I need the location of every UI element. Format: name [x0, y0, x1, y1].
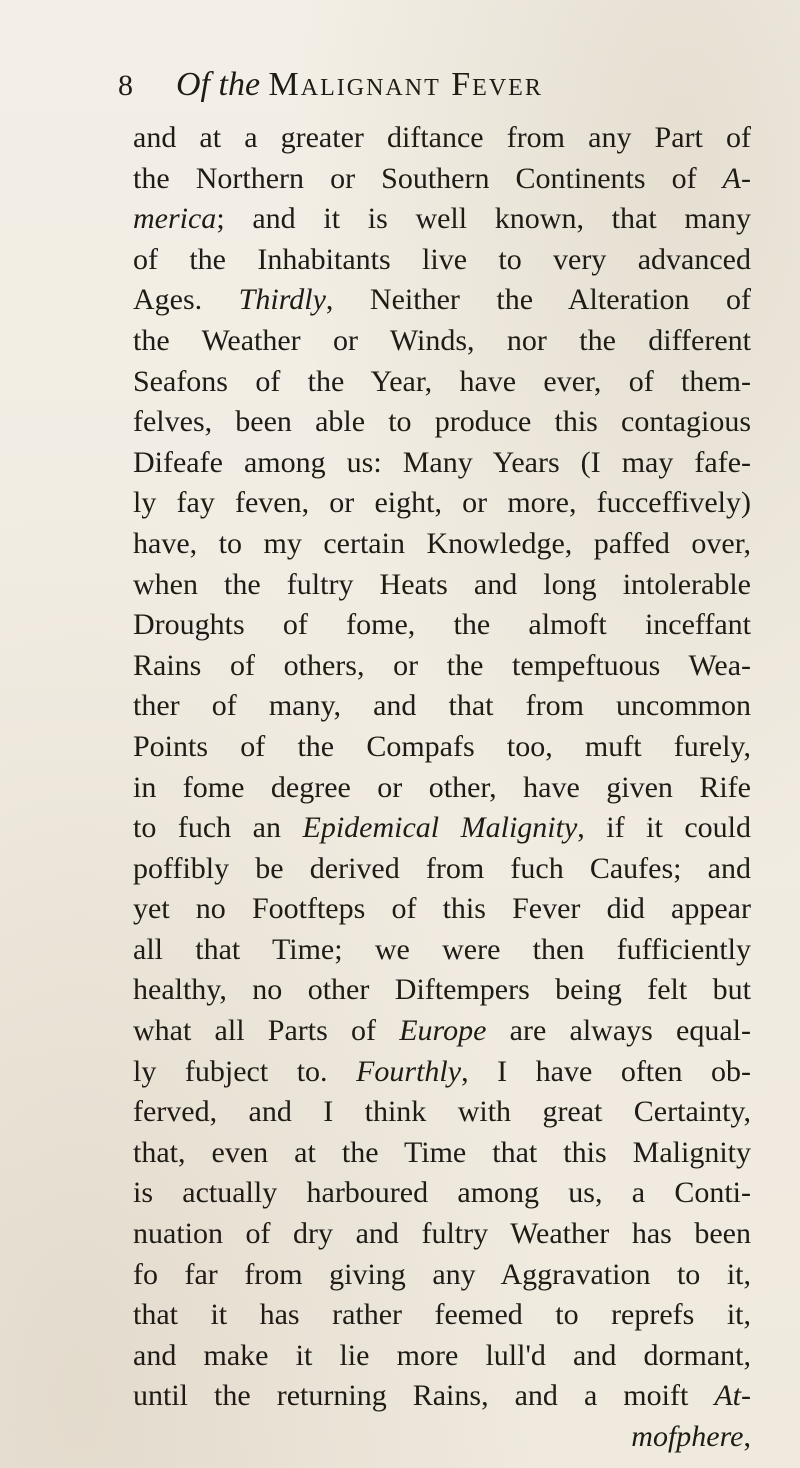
running-head-caps: Malignant Fever: [268, 66, 543, 103]
text-line: [133, 1011, 751, 1052]
text-segment: , I have often ob-: [461, 1054, 751, 1088]
text-segment: are always equal-: [486, 1014, 751, 1048]
text-segment: what all Parts of: [133, 1014, 400, 1048]
text-segment: Seafons of the Year, have ever, of them-: [133, 364, 751, 398]
text-segment: to fuch an: [133, 811, 303, 845]
text-line: [133, 686, 751, 727]
italic-text: At-: [714, 1379, 751, 1413]
text-line: [133, 524, 751, 565]
text-segment: , Neither the Alteration of: [325, 283, 751, 317]
text-line: [133, 240, 751, 281]
text-line: [133, 483, 751, 524]
italic-text: Thirdly: [238, 283, 326, 317]
text-line: [133, 646, 751, 687]
text-line: [133, 1092, 751, 1133]
text-line: [133, 889, 751, 930]
text-line: [133, 280, 751, 321]
text-segment: poffibly be derived from fuch Caufes; and: [133, 851, 751, 885]
text-line: [133, 930, 751, 971]
text-segment: of the Inhabitants live to very advanced: [133, 242, 751, 276]
text-line: [133, 849, 751, 890]
text-segment: and make it lie more lull'd and dormant,: [133, 1338, 751, 1372]
italic-text: Fourthly: [356, 1054, 462, 1088]
text-segment: Points of the Compafs too, muft furely,: [133, 729, 751, 763]
text-line: [133, 159, 751, 200]
text-segment: when the fultry Heats and long intolerable: [133, 567, 751, 601]
text-segment: ; and it is well known, that many: [216, 202, 751, 236]
text-line: [133, 199, 751, 240]
text-segment: and at a greater diftance from any Part of: [133, 121, 751, 154]
text-segment: until the returning Rains, and a moift: [133, 1379, 715, 1413]
text-line: [133, 1376, 751, 1417]
text-line: [133, 1255, 751, 1296]
text-line: [133, 362, 751, 403]
text-line: [133, 970, 751, 1011]
text-segment: Rains of others, or the tempeftuous Wea-: [133, 648, 751, 682]
text-line: [133, 1052, 751, 1093]
text-segment: ly fay feven, or eight, or more, fucceffively): [133, 486, 751, 520]
text-segment: is actually harboured among us, a Conti-: [133, 1176, 751, 1210]
text-segment: felves, been able to produce this contagious: [133, 405, 751, 439]
text-line: [133, 1133, 751, 1174]
text-line: [133, 727, 751, 768]
text-line: [133, 1417, 751, 1458]
text-line: [133, 321, 751, 362]
running-head-italic: Of the: [176, 66, 261, 103]
running-head: [118, 60, 738, 110]
text-segment: ther of many, and that from uncommon: [133, 689, 751, 723]
text-segment: that, even at the Time that this Malignity: [133, 1135, 751, 1169]
text-line: [133, 443, 751, 484]
text-segment: that it has rather feemed to reprefs it,: [133, 1298, 751, 1332]
italic-text: mofphere: [631, 1420, 744, 1453]
text-segment: Droughts of fome, the almoft inceffant: [133, 608, 751, 642]
text-segment: in fome degree or other, have given Rife: [133, 770, 751, 804]
text-segment: ly fubject to.: [133, 1054, 357, 1088]
italic-text: A-: [722, 161, 751, 195]
text-line: [133, 1214, 751, 1255]
text-line: [133, 808, 751, 849]
italic-text: Epidemical Malignity: [302, 811, 578, 845]
page-number: 8: [118, 69, 133, 102]
text-segment: healthy, no other Diftempers being felt but: [133, 973, 751, 1007]
text-segment: the Weather or Winds, nor the different: [133, 323, 751, 357]
text-segment: yet no Footfteps of this Fever did appear: [133, 892, 751, 926]
text-segment: ferved, and I think with great Certainty,: [133, 1095, 751, 1129]
text-segment: all that Time; we were then fufficiently: [133, 932, 751, 966]
text-segment: ,: [743, 1420, 751, 1453]
text-line: [133, 1336, 751, 1377]
text-line: [133, 1295, 751, 1336]
text-segment: fo far from giving any Aggravation to it,: [133, 1257, 751, 1291]
text-segment: have, to my certain Knowledge, paffed over,: [133, 526, 751, 560]
text-line: [133, 768, 751, 809]
text-segment: the Northern or Southern Continents of: [133, 161, 723, 195]
body-text: [133, 118, 751, 1458]
text-line: [133, 118, 751, 159]
text-line: [133, 1173, 751, 1214]
text-line: [133, 402, 751, 443]
text-segment: Difeafe among us: Many Years (I may fafe-: [133, 445, 751, 479]
italic-text: Europe: [399, 1014, 487, 1048]
text-segment: nuation of dry and fultry Weather has been: [133, 1217, 751, 1251]
text-line: [133, 605, 751, 646]
italic-text: merica: [133, 202, 217, 236]
text-segment: , if it could: [577, 811, 751, 845]
text-segment: Ages.: [133, 283, 239, 317]
text-line: [133, 565, 751, 606]
